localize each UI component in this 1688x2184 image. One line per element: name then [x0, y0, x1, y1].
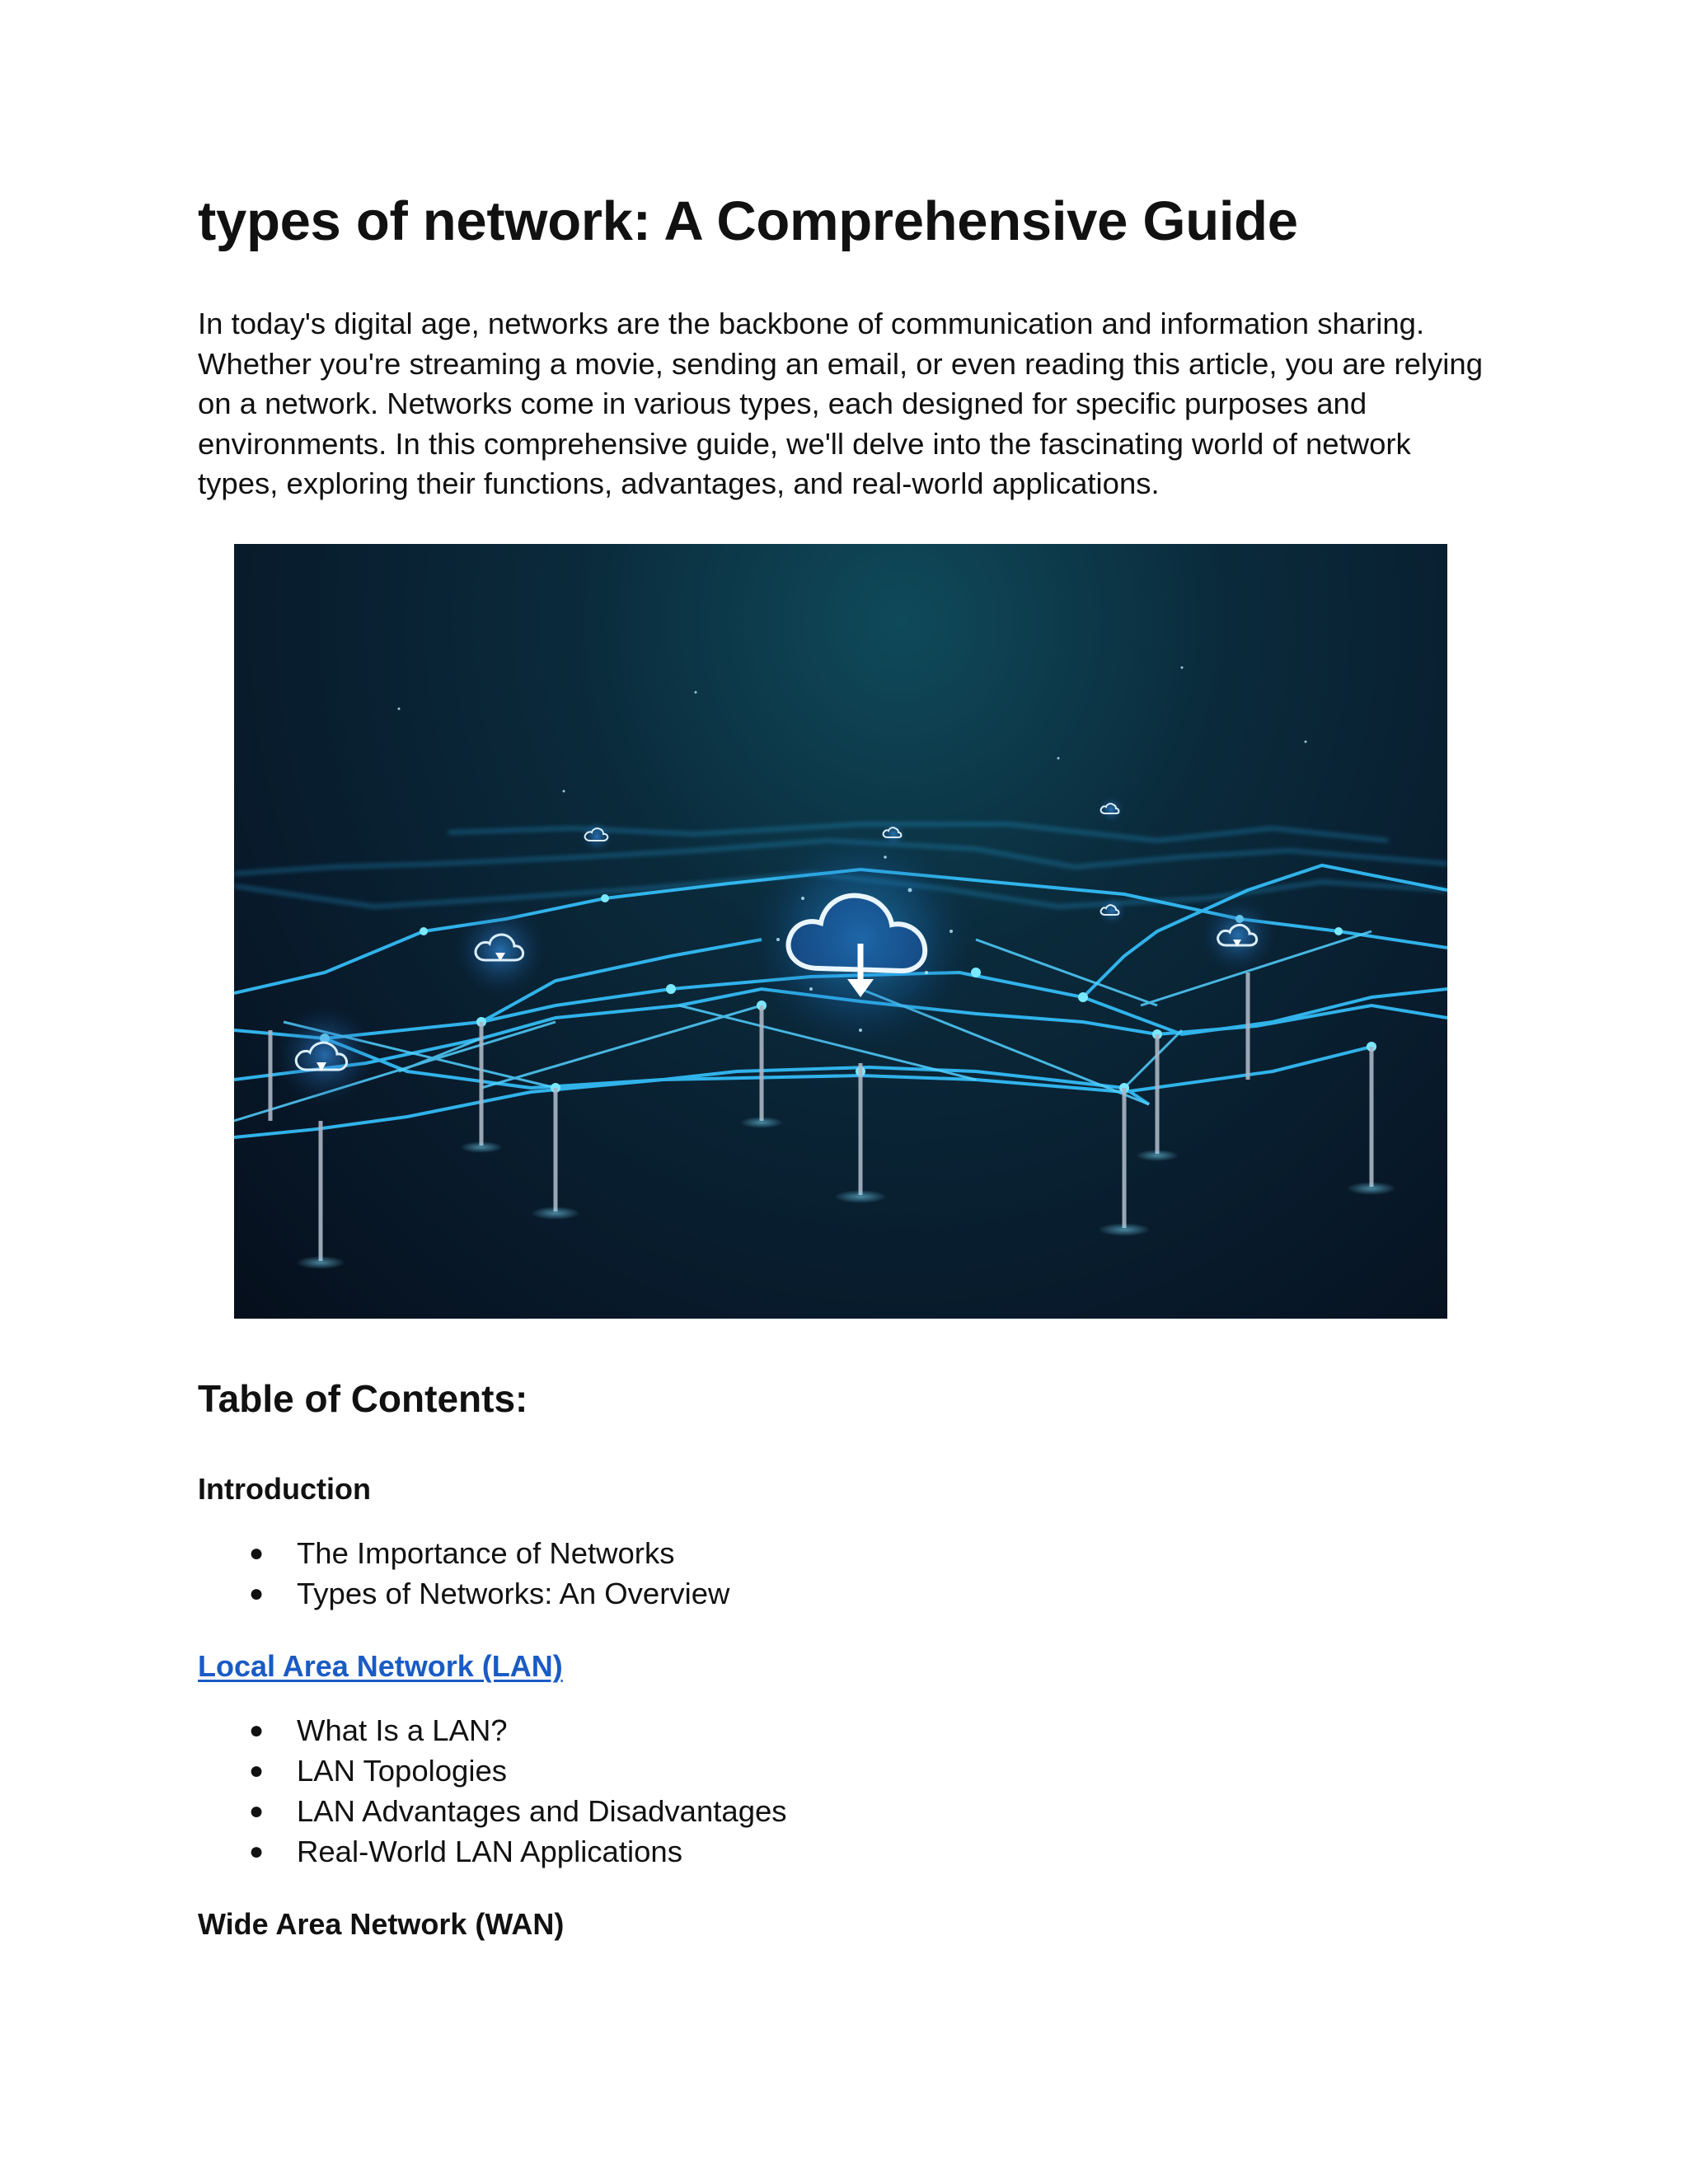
bullet-icon: ● — [249, 1757, 265, 1785]
bullet-icon: ● — [249, 1797, 265, 1825]
bullet-icon: ● — [249, 1838, 265, 1866]
hero-network-image — [234, 544, 1447, 1319]
network-illustration — [234, 544, 1447, 1319]
toc-list-introduction — [198, 1533, 1492, 1614]
bullet-icon: ● — [249, 1539, 265, 1567]
bullet-icon: ● — [249, 1717, 265, 1745]
list-item: ● LAN Advantages and Disadvantages — [198, 1791, 1492, 1831]
list-item: ● What Is a LAN? — [198, 1710, 1492, 1750]
toc-heading: Table of Contents: — [198, 1376, 528, 1420]
document-page — [198, 190, 1492, 1942]
lan-link[interactable]: Local Area Network (LAN) — [198, 1648, 563, 1683]
list-item: ● Real-World LAN Applications — [198, 1831, 1492, 1872]
toc-section-introduction: Introduction — [198, 1471, 371, 1506]
list-item: ● Types of Networks: An Overview — [198, 1573, 1492, 1614]
toc-list-lan — [198, 1710, 1492, 1872]
toc-section-wan: Wide Area Network (WAN) — [198, 1907, 565, 1942]
page-title: types of network: A Comprehensive Guide — [198, 190, 1298, 252]
list-item: ● The Importance of Networks — [198, 1533, 1492, 1573]
list-item: ● LAN Topologies — [198, 1750, 1492, 1791]
intro-paragraph: In today's digital age, networks are the backbone of communication and information sharing. Whether you're streaming a movie, sending an email, or even reading this article, you are relying on a network. Networks come in various types, each designed for specific purposes and environments. In this comprehensive guide, we'll delve into the fascinating world of network types, exploring their functions, advantages, and real-world applications. — [198, 307, 1484, 501]
toc-section-lan — [198, 1648, 1492, 1684]
bullet-icon: ● — [249, 1579, 265, 1607]
